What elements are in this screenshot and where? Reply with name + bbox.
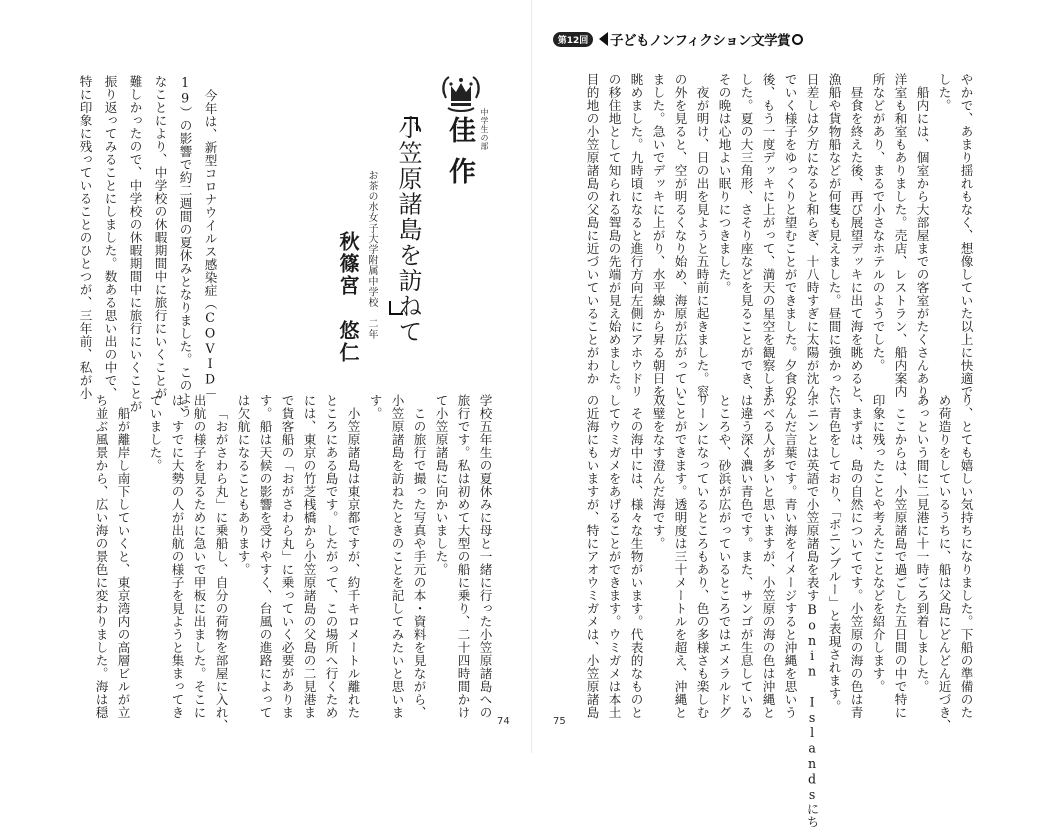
- body-column: 昼食を終えた後、再び展望デッキに出て海を眺めると、: [848, 86, 864, 411]
- series-title: [599, 29, 803, 49]
- body-column: 船内には、個室から大部屋までの客室がたくさんあり、: [914, 86, 930, 411]
- body-column: て小笠原諸島に向かいました。: [433, 394, 449, 576]
- body-column: この旅行で撮った写真や手元の本・資料を見ながら、: [411, 407, 427, 719]
- body-column: め荷造りをしているうちに、船は父島にどんどん近づき、: [936, 394, 952, 732]
- body-column: 所などがあり、まるで小さなホテルのようでした。: [870, 73, 886, 372]
- body-column: 旅行です。私は初めて大型の船に乗り、二十四時間かけ: [455, 394, 471, 719]
- body-column: 双璧をなす澄んだ海です。: [650, 394, 666, 550]
- body-column: 洋室も和室もありました。売店、レストラン、船内案内: [892, 73, 908, 398]
- page-number-right: 75: [553, 716, 566, 727]
- body-column: は、すでに大勢の人が出航の様子を見ようと集まってき: [169, 394, 185, 719]
- page-gutter: [531, 0, 532, 753]
- body-column: なんだ言葉です。青い海をイメージすると沖縄を思いう: [782, 394, 798, 719]
- body-column: 夜が明け、日の出を見ようと五時前に起きました。窓: [694, 86, 710, 398]
- body-column: の近海にもいますが、特にアオウミガメは、小笠原諸島: [584, 394, 600, 719]
- body-column: でいく様子をゆっくりと望むことができました。夕食の: [782, 73, 798, 398]
- body-column: した。: [936, 73, 952, 112]
- body-column: 小笠原諸島は東京都ですが、約千キロメートル離れた: [345, 407, 361, 719]
- body-column: した。夏の大三角形、さそり座などを見ることができ、: [738, 73, 754, 398]
- body-column: 学校五年生の夏休みに母と一緒に行った小笠原諸島への: [477, 394, 493, 719]
- title-close-bracket: [389, 301, 403, 315]
- body-column: 出航の様子を見るために急いで甲板に出ました。そこに: [191, 394, 207, 719]
- body-column: 眺めました。九時頃になると進行方向左側にアホウドリ: [628, 73, 644, 398]
- award-rank: 佳作: [444, 116, 475, 198]
- body-column: り、とても嬉しい気持ちになりました。下船の準備のた: [958, 394, 974, 719]
- body-column: 振り返ってみることにしました。数ある思い出の中で、: [102, 75, 118, 400]
- body-column: には、東京の竹芝桟橋から小笠原諸島の父島の二見港ま: [301, 394, 317, 719]
- body-column: リーンになっているところもあり、色の多様さも楽しむ: [694, 394, 710, 719]
- body-column: 19）の影響で約二週間の夏休みとなりました。このよう: [177, 75, 193, 418]
- body-column: の移住地として知られる聟島の先端が見え始めました。: [606, 73, 622, 398]
- body-column: は違う深く濃い青色です。また、サンゴが生息している: [738, 394, 754, 719]
- body-column: 日差しは夕方になると和らぎ、十八時すぎに太陽が沈ん: [804, 73, 820, 398]
- body-column: やかで、あまり揺れもなく、想像していた以上に快適で: [958, 73, 974, 398]
- body-column: 「おがさわら丸」に乗船し、自分の荷物を部屋に入れ、: [213, 407, 229, 732]
- series-badge: 第12回: [553, 32, 593, 47]
- body-column: ここからは、小笠原諸島で過ごした五日間の中で特に: [892, 407, 908, 719]
- work-title: 小笠原諸島を訪ねて: [394, 115, 422, 345]
- body-column: 後、もう一度デッキに上がって、満天の星空を観察しま: [760, 73, 776, 398]
- title-circle-icon: [792, 34, 803, 45]
- body-column: ところにある島です。したがって、この場所へ行くため: [323, 394, 339, 719]
- body-column: 印象に残ったことや考えたことなどを紹介します。: [870, 394, 886, 693]
- body-column: 今年は、新型コロナウイルス感染症（COVID－: [202, 89, 218, 400]
- body-column: で貨客船の「おがさわら丸」に乗っていく必要がありま: [279, 394, 295, 719]
- body-column: してウミガメをあげることができます。ウミガメは本土: [606, 394, 622, 719]
- body-column: 難しかったので、中学校の休暇期間中に旅行にいくことが: [127, 75, 143, 413]
- body-column: い青色をしており、「ボニンブルー」と表現されます。: [826, 394, 842, 713]
- body-column: その海中には、様々な生物がいます。代表的なものと: [628, 407, 644, 719]
- body-column: 目的地の小笠原諸島の父島に近づいていることがわか: [584, 73, 600, 385]
- body-column: は欠航になることもあります。: [235, 394, 251, 576]
- title-arrow-icon: [599, 32, 608, 46]
- page-number-left: 74: [497, 716, 510, 727]
- crown-wreath-icon: [438, 72, 484, 114]
- body-column: す。: [367, 394, 383, 420]
- body-column: ところや、砂浜が広がっているところではエメラルドグ: [716, 394, 732, 719]
- body-column: ボニンとは英語で小笠原諸島を表すBonin Islandsにち: [804, 394, 820, 828]
- body-column: ことができます。透明度は三十メートルを超え、沖縄と: [672, 394, 688, 719]
- body-column: かべる人が多いと思いますが、小笠原の海の色は沖縄と: [760, 394, 776, 719]
- body-column: ました。急いでデッキに上がり、水平線から昇る朝日を: [650, 73, 666, 398]
- body-column: あっという間に二見港に十一時ごろ到着しました。: [914, 394, 930, 693]
- body-column: 漁船や貨物船などが何隻も見えました。昼間に強かった: [826, 73, 842, 398]
- body-column: ていました。: [147, 394, 163, 472]
- body-column: の外を見ると、空が明るくなり始め、海原が広がってい: [672, 73, 688, 398]
- body-column: 小笠原諸島を訪ねたときのことを記してみたいと思いま: [389, 394, 405, 719]
- body-column: 特に印象に残っていることのひとつが、三年前、私が小: [77, 75, 93, 400]
- body-column: なことにより、中学校の休暇期間中に旅行にいくことが: [152, 75, 168, 400]
- author-family-name: 秋篠宮: [336, 231, 360, 297]
- body-column: 船が離岸し南下していくと、東京湾内の高層ビルが立: [115, 407, 131, 719]
- body-column: まずは、島の自然についてです。小笠原の海の色は青: [848, 407, 864, 719]
- body-column: す。船は天候の影響を受けやすく、台風の進路によって: [257, 394, 273, 719]
- author-given-name: 悠仁: [336, 320, 360, 364]
- body-column: その晩は心地よい眠りにつきました。: [716, 73, 732, 294]
- award-category: 中学生の部: [480, 108, 489, 151]
- author-school: お茶の水女子大学附属中学校 二年: [366, 170, 377, 340]
- series-title-text: 子どもノンフィクション文学賞: [610, 33, 791, 49]
- body-column: ち並ぶ風景から、広い海の景色に変わりました。海は穏: [93, 394, 109, 719]
